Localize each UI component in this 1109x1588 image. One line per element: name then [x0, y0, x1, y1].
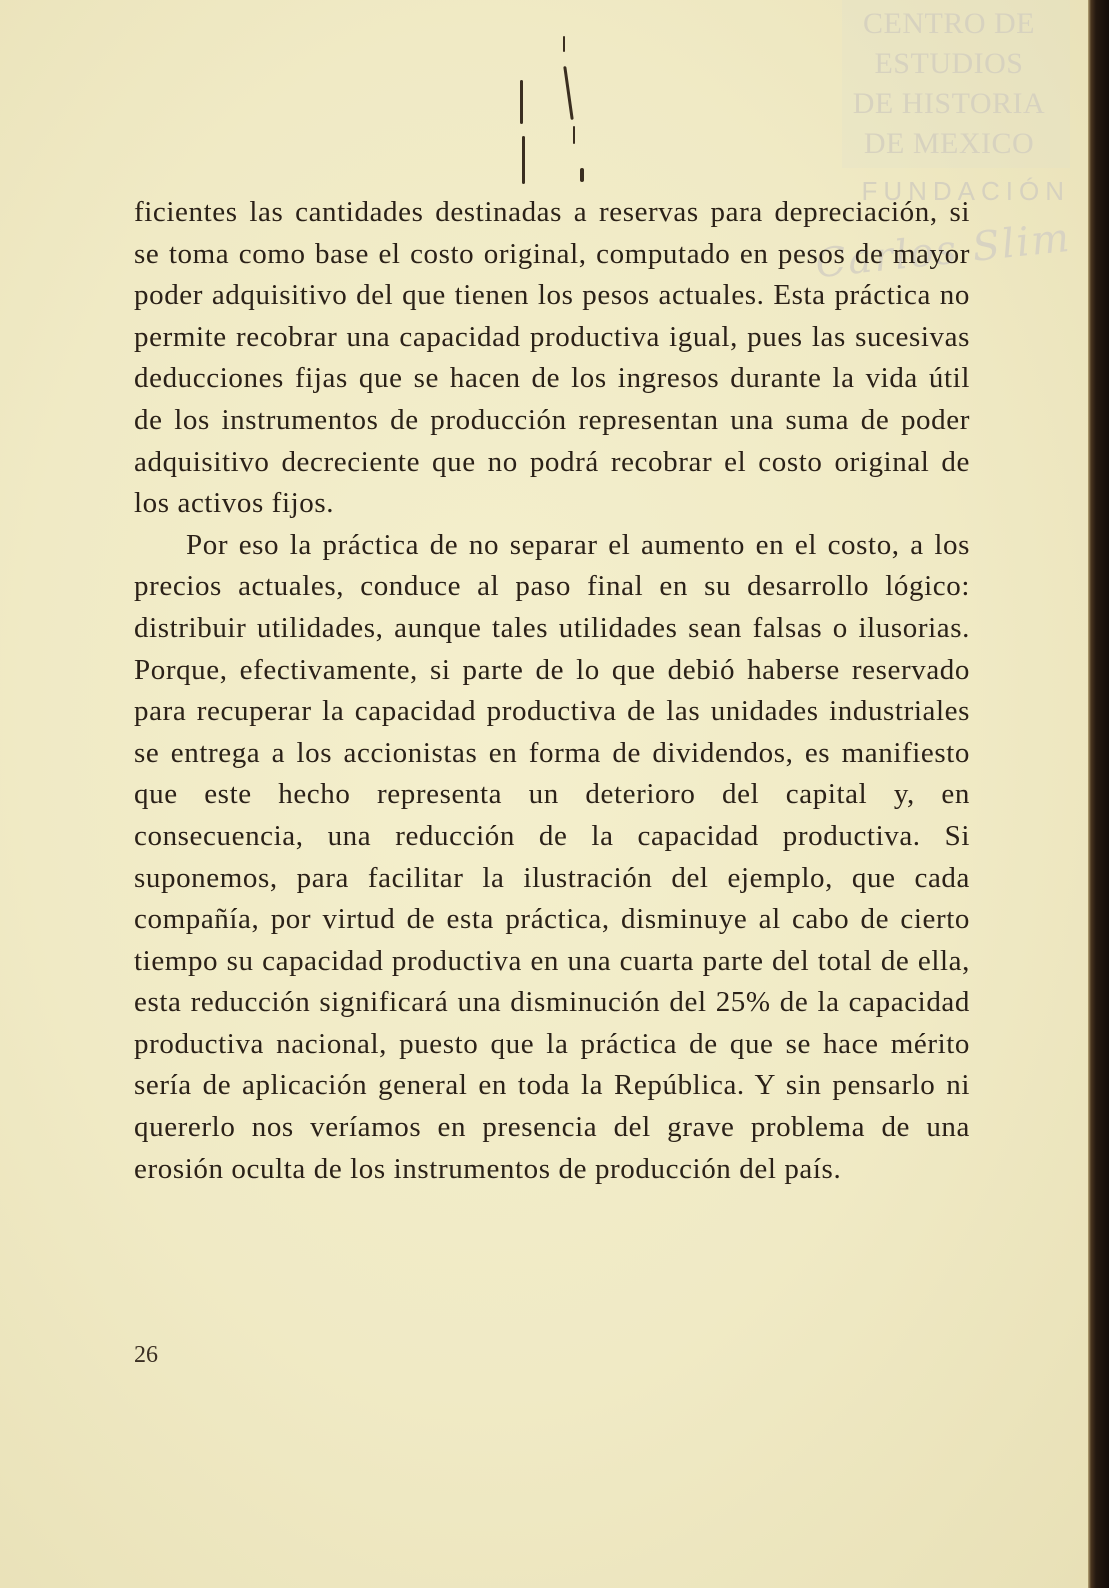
- page-number: 26: [134, 1342, 158, 1368]
- stamp-foundation-label: FUNDACIÓN: [861, 176, 1070, 206]
- paragraph-continued: ficientes las cantidades destinadas a reservas para depreciación, si se toma como base el costo original, computado en pesos de mayor poder adquisitivo del que tienen los pesos actuales. Esta práctica no permite recobrar una capacidad productiva igual, pues las sucesivas deducciones fijas que se hacen de los ingresos durante la vida útil de los instrumentos de producción representan una suma de poder adquisitivo decreciente que no podrá recobrar el costo original de los activos fijos.: [134, 196, 970, 520]
- pen-stroke-mark: [522, 136, 525, 184]
- pen-stroke-mark: [580, 168, 584, 182]
- stamp-line: DE HISTORIA: [852, 87, 1046, 120]
- pen-stroke-mark: [563, 66, 573, 120]
- page-edge-shadow: [1088, 0, 1109, 1588]
- stamp-line: DE MEXICO: [863, 127, 1035, 160]
- stamp-line: CENTRO DE: [863, 7, 1035, 40]
- pen-stroke-mark: [573, 126, 575, 144]
- pen-stroke-mark: [563, 36, 565, 52]
- stamp-signature: Carlos Slim: [813, 214, 1074, 288]
- body-text: [134, 192, 970, 1190]
- pen-stroke-mark: [520, 80, 523, 124]
- paragraph: Por eso la práctica de no separar el aumento en el costo, a los precios actuales, conduce al paso final en su desarrollo lógico: distribuir utilidades, aunque tales utilidades sean falsas o ilusorias. Porque, efectivamente, si parte de lo que debió haberse reservado para recuperar la capacidad productiva de las unidades industriales se entrega a los accionistas en forma de dividendos, es manifiesto que este hecho representa un deterioro del capital y, en consecuencia, una reducción de la capacidad productiva. Si suponemos, para facilitar la ilustración del ejemplo, que cada compañía, por virtud de esta práctica, disminuye al cabo de cierto tiempo su capacidad productiva en una cuarta parte del total de ella, esta reducción significará una disminución del 25% de la capacidad productiva nacional, puesto que la práctica de que se hace mérito sería de aplicación general en toda la República. Y sin pensarlo ni quererlo nos veríamos en presencia del grave problema de una erosión oculta de los instrumentos de producción del país.: [134, 528, 970, 1185]
- archive-stamp: [844, 4, 1054, 164]
- stamp-line: ESTUDIOS: [874, 47, 1024, 80]
